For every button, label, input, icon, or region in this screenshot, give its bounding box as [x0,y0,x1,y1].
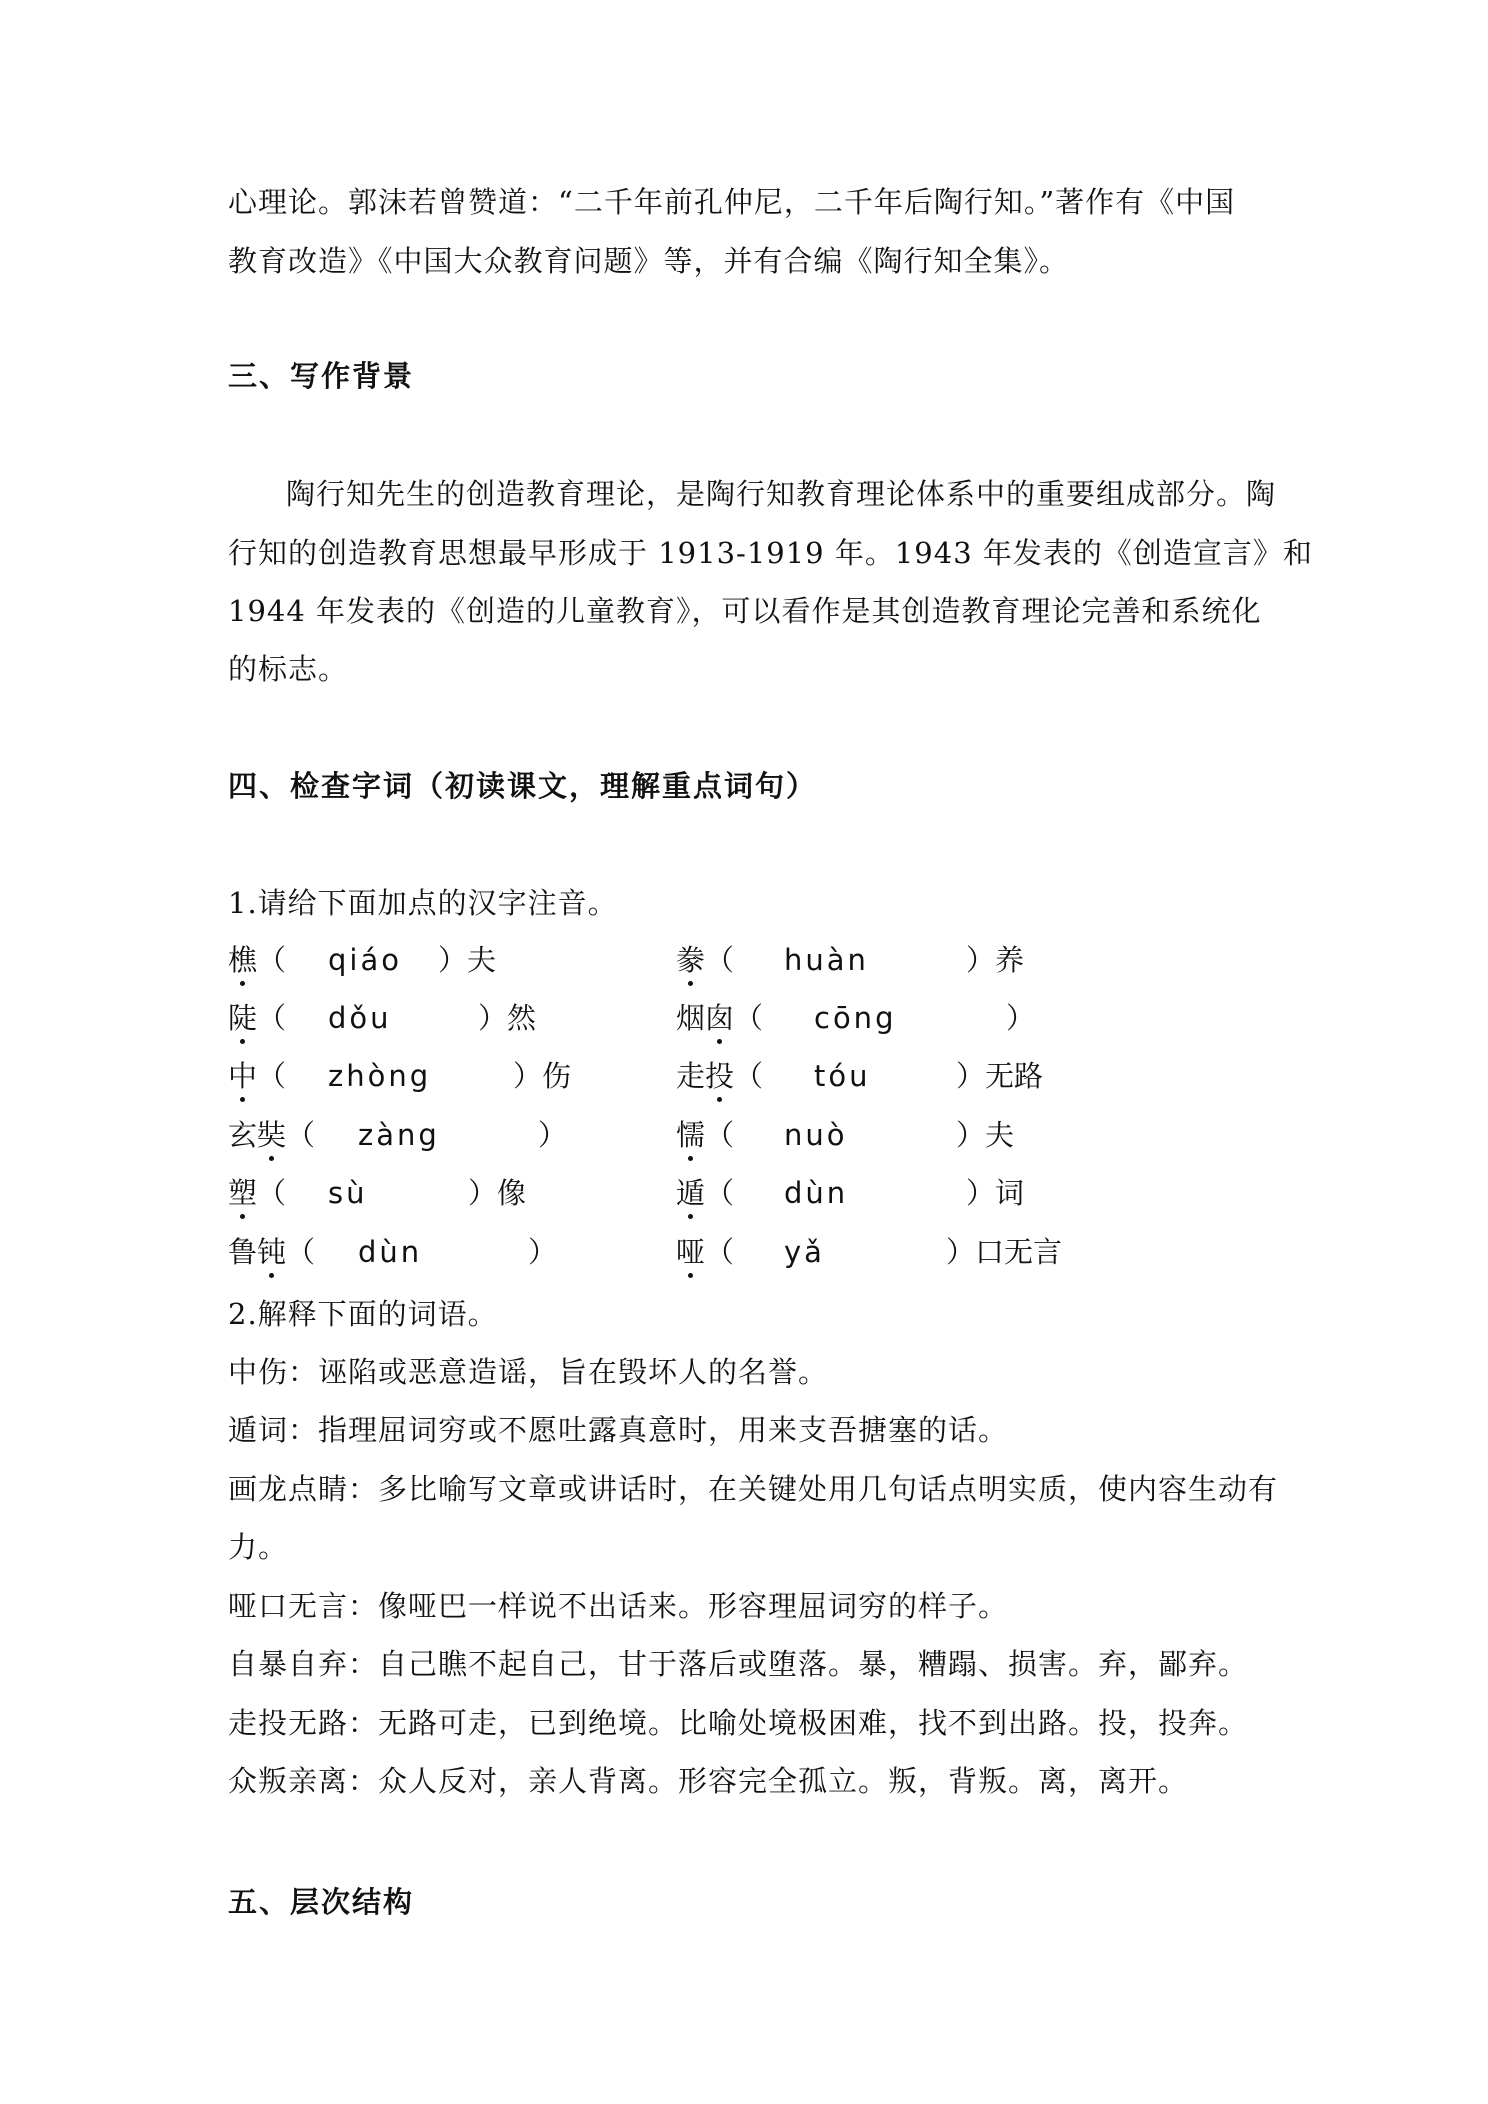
pinyin-item-word [676,998,763,1038]
section-3-line-4: 的标志。 [228,652,349,686]
pinyin-item-word [228,1056,286,1096]
definition-line: 力。 [228,1530,289,1564]
pinyin-item-word [676,1056,763,1096]
section-3-line-2: 行知的创造教育思想最早形成于 1913-1919 年。1943 年发表的《创造宣言》和 [228,536,1313,570]
pinyin-item-word [228,1115,315,1155]
section-3-line-1: 陶行知先生的创造教育理论，是陶行知教育理论体系中的重要组成部分。陶 [286,477,1277,511]
pinyin-item-word [228,1232,315,1272]
pinyin-answer: dǒu [328,1001,392,1035]
question-1: 1.请给下面加点的汉字注音。 [228,886,618,920]
open-paren: （ [257,1176,287,1210]
close-paren-suffix: ）然 [478,1001,537,1035]
pinyin-answer: yǎ [784,1235,825,1269]
pinyin-answer: zhòng [328,1059,432,1093]
word-prefix: 鲁 [228,1235,258,1269]
section-4-heading: 四、检查字词（初读课文，理解重点词句） [228,769,818,803]
section-3-heading: 三、写作背景 [228,359,415,393]
pinyin-answer: huàn [784,943,869,977]
section-3-line-3: 1944 年发表的《创造的儿童教育》，可以看作是其创造教育理论完善和系统化 [228,594,1262,628]
word-prefix: 玄 [228,1118,258,1152]
open-paren: （ [257,1001,287,1035]
open-paren: （ [705,1118,735,1152]
pinyin-answer: tóu [814,1059,871,1093]
section-5-heading: 五、层次结构 [228,1885,415,1919]
pinyin-item-word [228,1173,286,1213]
close-paren-suffix: ） [538,1118,568,1152]
word-prefix: 走 [676,1059,706,1093]
close-paren-suffix: ） [528,1235,558,1269]
close-paren-suffix: ）口无言 [946,1235,1063,1269]
pinyin-answer: sù [328,1176,368,1210]
dotted-character: 奘 [257,1115,286,1155]
dotted-character: 塑 [228,1173,257,1213]
intro-line-2: 教育改造》《中国大众教育问题》等，并有合编《陶行知全集》。 [228,244,1070,278]
close-paren-suffix: ）无路 [956,1059,1044,1093]
intro-line-1: 心理论。郭沫若曾赞道：“二千年前孔仲尼，二千年后陶行知。”著作有《中国 [228,185,1236,219]
question-2: 2.解释下面的词语。 [228,1297,498,1331]
dotted-character: 钝 [257,1232,286,1272]
definition-line: 自暴自弃：自己瞧不起自己，甘于落后或堕落。暴，糟蹋、损害。弃，鄙弃。 [228,1647,1249,1681]
dotted-character: 投 [705,1056,734,1096]
close-paren-suffix: ）伤 [513,1059,572,1093]
pinyin-item-word [676,1232,734,1272]
pinyin-item-word [676,1173,734,1213]
dotted-character: 陡 [228,998,257,1038]
dotted-character: 樵 [228,940,257,980]
close-paren-suffix: ） [1006,1001,1036,1035]
open-paren: （ [286,1235,316,1269]
word-prefix: 烟 [676,1001,706,1035]
dotted-character: 哑 [676,1232,705,1272]
open-paren: （ [705,1176,735,1210]
pinyin-item-word [228,998,286,1038]
definition-line: 画龙点睛：多比喻写文章或讲话时，在关键处用几句话点明实质，使内容生动有 [228,1472,1279,1506]
close-paren-suffix: ）夫 [956,1118,1015,1152]
pinyin-answer: qiáo [328,943,402,977]
definition-line: 中伤：诬陷或恶意造谣，旨在毁坏人的名誉。 [228,1355,829,1389]
pinyin-item-word [228,940,286,980]
pinyin-answer: nuò [784,1118,848,1152]
dotted-character: 中 [228,1056,257,1096]
definition-line: 众叛亲离：众人反对，亲人背离。形容完全孤立。叛，背叛。离，离开。 [228,1764,1189,1798]
close-paren-suffix: ）养 [966,943,1025,977]
open-paren: （ [286,1118,316,1152]
dotted-character: 囱 [705,998,734,1038]
definition-line: 遁词：指理屈词穷或不愿吐露真意时，用来支吾搪塞的话。 [228,1413,1009,1447]
close-paren-suffix: ）像 [468,1176,527,1210]
close-paren-suffix: ）夫 [438,943,497,977]
open-paren: （ [705,1235,735,1269]
open-paren: （ [257,1059,287,1093]
open-paren: （ [257,943,287,977]
pinyin-item-word [676,1115,734,1155]
dotted-character: 豢 [676,940,705,980]
pinyin-answer: cōng [814,1001,897,1035]
open-paren: （ [734,1001,764,1035]
dotted-character: 懦 [676,1115,705,1155]
pinyin-answer: dùn [358,1235,423,1269]
open-paren: （ [734,1059,764,1093]
pinyin-item-word [676,940,734,980]
open-paren: （ [705,943,735,977]
pinyin-answer: dùn [784,1176,849,1210]
close-paren-suffix: ）词 [966,1176,1025,1210]
definition-line: 哑口无言：像哑巴一样说不出话来。形容理屈词穷的样子。 [228,1589,1009,1623]
definition-line: 走投无路：无路可走，已到绝境。比喻处境极困难，找不到出路。投，投奔。 [228,1706,1249,1740]
pinyin-answer: zàng [358,1118,440,1152]
dotted-character: 遁 [676,1173,705,1213]
